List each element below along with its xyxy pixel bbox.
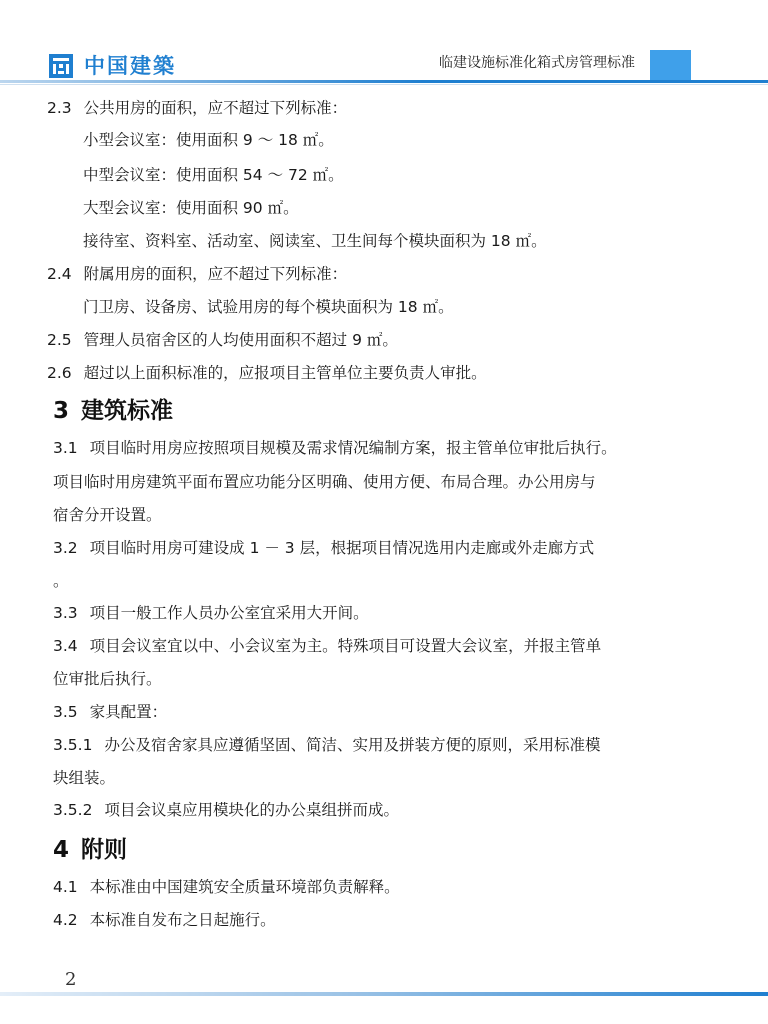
clause-3-5-2: 3.5.2 项目会议桌应用模块化的办公桌组拼而成。 xyxy=(53,801,399,819)
clause-3-5-1: 3.5.1 办公及宿舍家具应遵循坚固、简洁、实用及拼装方便的原则，采用标准模 xyxy=(53,736,601,754)
clause-2-3: 2.3 公共用房的面积，应不超过下列标准： xyxy=(47,99,348,117)
clause-4-2: 4.2 本标准自发布之日起施行。 xyxy=(53,911,276,929)
clause-2-3-large-room: 大型会议室：使用面积 90 ㎡。 xyxy=(83,199,299,217)
clause-3-4: 3.4 项目会议室宜以中、小会议室为主。特殊项目可设置大会议室，并报主管单 xyxy=(53,637,602,655)
clause-4-1: 4.1 本标准由中国建筑安全质量环境部负责解释。 xyxy=(53,878,400,896)
page-number: 2 xyxy=(65,969,77,990)
clause-2-3-medium-room: 中型会议室：使用面积 54 ～ 72 ㎡。 xyxy=(83,166,344,184)
document-title: 临建设施标准化箱式房管理标准 xyxy=(439,55,635,71)
section-heading-4: 4 附则 xyxy=(53,837,128,863)
page-header xyxy=(0,0,768,100)
clause-3-1-line-2: 项目临时用房建筑平面布置应功能分区明确、使用方便、布局合理。办公用房与 xyxy=(53,473,596,491)
clause-2-3-other-rooms: 接待室、资料室、活动室、阅读室、卫生间每个模块面积为 18 ㎡。 xyxy=(83,232,547,250)
clause-2-6: 2.6 超过以上面积标准的，应报项目主管单位主要负责人审批。 xyxy=(47,364,487,382)
clause-3-3: 3.3 项目一般工作人员办公室宜采用大开间。 xyxy=(53,604,369,622)
clause-3-1-line-3: 宿舍分开设置。 xyxy=(53,506,162,524)
clause-2-5: 2.5 管理人员宿舍区的人均使用面积不超过 9 ㎡。 xyxy=(47,331,398,349)
company-logo-text: 中国建築 xyxy=(84,54,176,78)
header-divider xyxy=(0,80,768,83)
clause-3-2: 3.2 项目临时用房可建设成 1 － 3 层，根据项目情况选用内走廊或外走廊方式 xyxy=(53,539,595,557)
header-accent-block xyxy=(650,50,691,80)
clause-3-4-line-2: 位审批后执行。 xyxy=(53,670,162,688)
clause-2-4: 2.4 附属用房的面积，应不超过下列标准： xyxy=(47,265,348,283)
clause-2-3-small-room: 小型会议室：使用面积 9 ～ 18 ㎡。 xyxy=(83,131,334,149)
company-logo-icon xyxy=(49,54,73,78)
header-divider-thin xyxy=(0,84,768,85)
clause-3-5-1-line-2: 块组装。 xyxy=(53,769,116,787)
clause-2-4-ancillary-rooms: 门卫房、设备房、试验用房的每个模块面积为 18 ㎡。 xyxy=(83,298,454,316)
clause-3-5: 3.5 家具配置： xyxy=(53,703,168,721)
clause-3-1: 3.1 项目临时用房应按照项目规模及需求情况编制方案，报主管单位审批后执行。 xyxy=(53,439,617,457)
clause-3-2-line-2: 。 xyxy=(53,572,69,590)
footer-divider xyxy=(0,992,768,996)
section-heading-3: 3 建筑标准 xyxy=(53,398,174,424)
